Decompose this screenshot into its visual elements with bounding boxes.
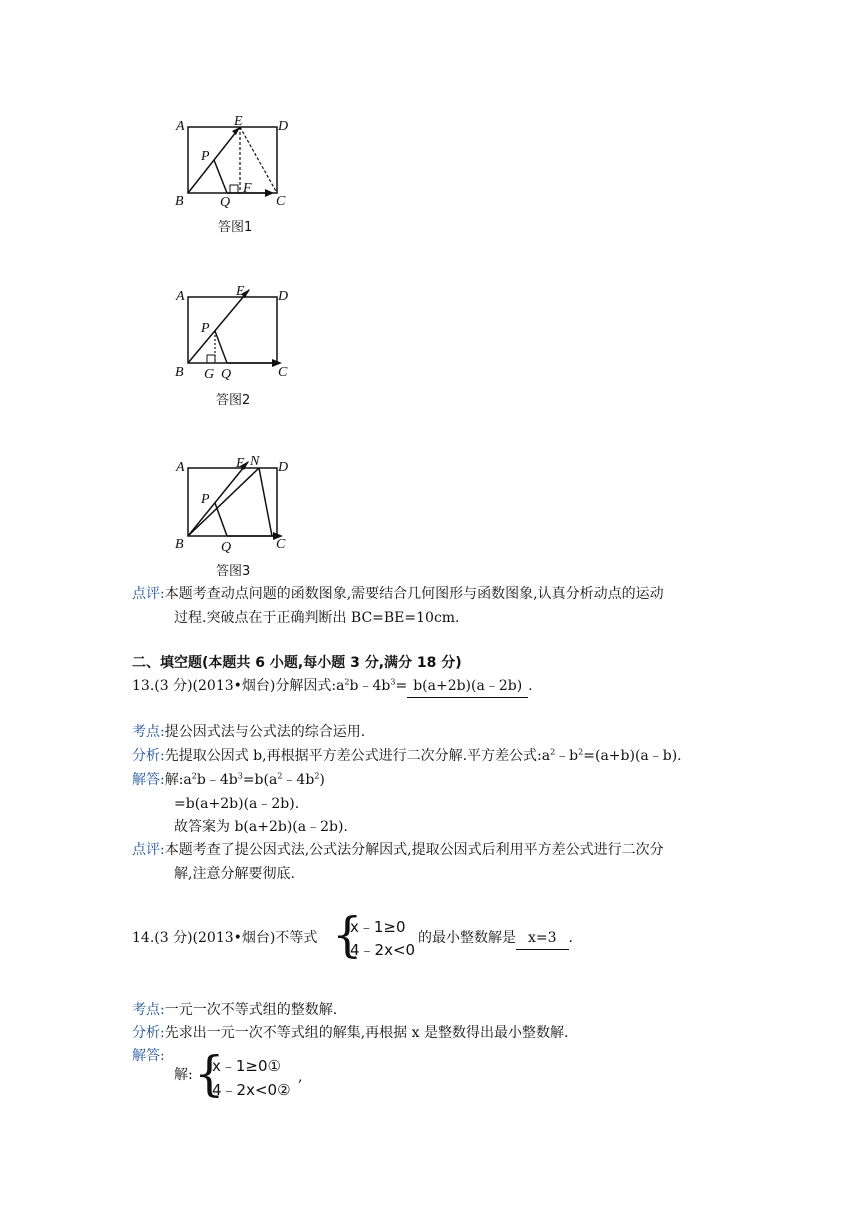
q13-jieda1-d: ﹣4b	[282, 772, 315, 788]
q14-inequality-system	[332, 907, 426, 963]
fig1-label-a: A	[176, 119, 185, 134]
q13-fenxi-label: 分析:	[132, 748, 165, 764]
q13-fenxi-exp2: 2	[578, 747, 584, 757]
q13-stem	[132, 675, 533, 698]
fig1-caption: 答图1	[218, 220, 253, 235]
q13-fenxi-c: =(a+b)(a﹣b).	[583, 748, 682, 764]
q14-jie-end: ,	[298, 1069, 303, 1085]
q14-fenxi-label: 分析:	[132, 1025, 165, 1041]
fig2-label-p: P	[201, 321, 210, 336]
q13-jieda1-e: )	[319, 772, 325, 788]
fig2-label-g: G	[204, 367, 215, 382]
review-text-1: 本题考查动点问题的函数图象,需要结合几何图形与函数图象,认真分析动点的运动	[164, 586, 664, 602]
figure-3	[170, 452, 300, 582]
q14-answer: x=3	[516, 927, 569, 950]
q13-jieda-label: 解答:	[132, 772, 165, 788]
q14-stem-end: .	[568, 930, 573, 946]
q14-system-row-1: x﹣1≥0	[350, 918, 406, 936]
fig2-label-q: Q	[221, 367, 232, 382]
fig3-label-p: P	[201, 492, 210, 507]
q13-dianping-1	[132, 839, 664, 861]
q14-stem-mid: 的最小整数解是	[418, 930, 516, 946]
brace-icon: {	[194, 1046, 225, 1102]
q13-stem-end: .	[528, 678, 533, 694]
section-title: 二、填空题(本题共 6 小题,每小题 3 分,满分 18 分)	[132, 655, 462, 671]
fig3-label-e: E	[236, 456, 245, 471]
q14-jieda-label	[132, 1045, 165, 1067]
q13-fenxi-b: ﹣b	[555, 748, 579, 764]
fig3-label-c: C	[276, 537, 286, 552]
fig1-label-b: B	[175, 194, 184, 209]
q14-solution-row-2: 4﹣2x<0②	[212, 1081, 291, 1099]
fig2-label-a: A	[176, 289, 185, 304]
fig3-label-q: Q	[221, 540, 232, 555]
q13-stem-exp1: 2	[344, 677, 350, 687]
fig3-label-a: A	[176, 460, 185, 475]
fig1-label-q: Q	[220, 195, 231, 210]
q14-stem-prefix: 14.(3 分)(2013•烟台)不等式	[132, 930, 318, 946]
q13-answer: b(a+2b)(a﹣2b)	[407, 675, 528, 698]
q13-jieda1-a: 解:a	[164, 772, 192, 788]
q14-fenxi-text: 先求出一元一次不等式组的解集,再根据 x 是整数得出最小整数解.	[164, 1025, 569, 1041]
fig2-label-d: D	[278, 289, 289, 304]
q14-kaodian-text: 一元一次不等式组的整数解.	[164, 1002, 338, 1018]
q13-jieda1-c: =b(a	[242, 772, 278, 788]
q14-fenxi	[132, 1022, 568, 1044]
figure-1	[170, 110, 300, 240]
review-line-1	[132, 583, 664, 605]
q13-stem-exp2: 3	[390, 677, 396, 687]
fig3-label-b: B	[175, 537, 184, 552]
brace-icon: {	[332, 907, 363, 963]
fig1-label-p: P	[201, 149, 210, 164]
q13-jieda1-b: b﹣4b	[196, 772, 238, 788]
q13-kaodian-label: 考点:	[132, 724, 165, 740]
fig2-label-b: B	[175, 365, 184, 380]
q14-stem-rest	[418, 927, 573, 950]
fig1-label-c: C	[276, 194, 286, 209]
q13-dianping-label: 点评:	[132, 842, 165, 858]
fig1-label-d: D	[278, 119, 289, 134]
q13-stem-mid: b﹣4b	[349, 678, 391, 694]
q13-kaodian	[132, 721, 365, 743]
fig1-label-f: F	[243, 181, 252, 196]
fig1-label-e: E	[234, 114, 243, 129]
figure-2	[170, 280, 300, 410]
q13-fenxi-a: 先提取公因式 b,再根据平方差公式进行二次分解.平方差公式:a	[164, 748, 551, 764]
q13-kaodian-text: 提公因式法与公式法的综合运用.	[164, 724, 366, 740]
q13-jieda-3: 故答案为 b(a+2b)(a﹣2b).	[174, 819, 348, 835]
q13-jieda1-exp3: 2	[277, 771, 283, 781]
review-label: 点评:	[132, 586, 165, 602]
fig2-caption: 答图2	[216, 393, 251, 408]
q14-jie-prefix: 解:	[174, 1067, 193, 1083]
q13-fenxi-exp1: 2	[550, 747, 556, 757]
q14-system-row-2: 4﹣2x<0	[350, 941, 416, 959]
q14-kaodian	[132, 999, 337, 1021]
fig2-label-e: E	[236, 284, 245, 299]
q13-jieda1-exp2: 3	[237, 771, 243, 781]
q14-kaodian-label: 考点:	[132, 1002, 165, 1018]
q13-fenxi	[132, 745, 682, 767]
q13-jieda1-exp4: 2	[314, 771, 320, 781]
q13-dianping-2: 解,注意分解要彻底.	[174, 866, 295, 882]
q14-solution-system	[194, 1046, 308, 1102]
fig3-label-d: D	[278, 460, 289, 475]
q13-jieda-1	[132, 769, 325, 791]
q13-stem-prefix: 13.(3 分)(2013•烟台)分解因式:a	[132, 678, 345, 694]
q14-jieda-label-text: 解答:	[132, 1048, 165, 1064]
q14-solution-row-1: x﹣1≥0①	[212, 1057, 281, 1075]
fig3-label-n: N	[250, 454, 260, 469]
q13-dianping-text-1: 本题考查了提公因式法,公式法分解因式,提取公因式后利用平方差公式进行二次分	[164, 842, 664, 858]
fig3-caption: 答图3	[216, 564, 251, 579]
q13-stem-eq: =	[395, 678, 408, 694]
q13-jieda-2: =b(a+2b)(a﹣2b).	[174, 796, 300, 812]
q13-jieda1-exp1: 2	[191, 771, 197, 781]
fig2-label-c: C	[278, 365, 288, 380]
review-line-2: 过程.突破点在于正确判断出 BC=BE=10cm.	[174, 610, 460, 626]
